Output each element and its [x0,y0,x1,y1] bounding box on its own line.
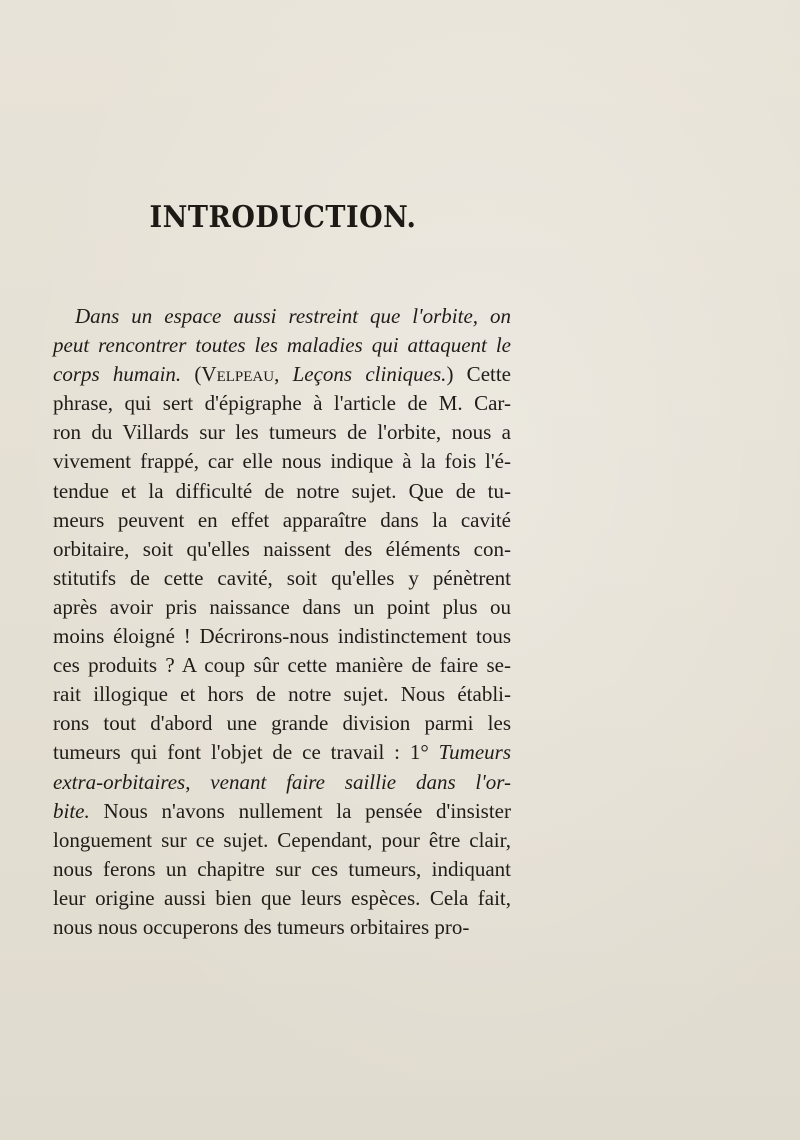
text-span: Nous n'avons nullement la pensée d'insister [89,798,511,823]
italic-term: extra-orbitaires [53,769,186,794]
text-line: phrase, qui sert d'épigraphe à l'article de M. Car- [53,391,511,416]
text-span: ) Cette [446,362,512,387]
text-line: vivement frappé, car elle nous indique à la fois l'é- [53,449,511,474]
text-line: ron du Villards sur les tumeurs de l'orbite, nous a [53,420,511,445]
text-span: tumeurs qui font l'objet de ce travail : 1° [53,740,429,765]
text-line: stitutifs de cette cavité, soit qu'elles y pénètrent [53,565,511,590]
text-line [53,797,511,826]
book-title: Leçons cliniques. [292,362,447,387]
text-line [53,360,511,389]
italic-epigraph: peut rencontrer toutes les maladies qui attaquent le [53,333,511,358]
text-span: , [274,362,293,387]
text-line: nous nous occuperons des tumeurs orbitaires pro- [53,914,470,939]
author-name: Velpeau [201,362,275,387]
text-line: nous ferons un chapitre sur ces tumeurs, indiquant [53,856,511,881]
italic-term: venant faire saillie dans l'or- [210,769,512,794]
text-line: orbitaire, soit qu'elles naissent des éléments con- [53,536,511,561]
text-line: meurs peuvent en effet apparaître dans la cavité [53,507,511,532]
text-line: rait illogique et hors de notre sujet. Nous établi- [53,682,511,707]
italic-epigraph: Dans un espace aussi restreint que l'orbite, on [75,304,511,328]
italic-term: Tumeurs [428,740,511,765]
italic-term: bite. [53,798,90,823]
text-span: ( [181,362,202,387]
text-line: tendue et la difficulté de notre sujet. Que de tu- [53,478,511,503]
italic-epigraph: corps humain. [53,362,182,387]
text-line: moins éloigné ! Décrirons-nous indistinctement tous [53,624,511,649]
chapter-title: INTRODUCTION. [149,200,417,235]
body-paragraph [53,302,511,942]
text-line: leur origine aussi bien que leurs espèces. Cela fait, [53,885,511,910]
text-line: rons tout d'abord une grande division parmi les [53,711,511,736]
text-line [53,331,511,360]
text-line [53,738,511,767]
text-line: longuement sur ce sujet. Cependant, pour être clair, [53,827,511,852]
text-line: ces produits ? A coup sûr cette manière de faire se- [53,653,511,678]
text-line [53,768,511,797]
text-span: , [185,769,211,794]
text-line [53,302,511,331]
text-line: après avoir pris naissance dans un point plus ou [53,594,511,619]
